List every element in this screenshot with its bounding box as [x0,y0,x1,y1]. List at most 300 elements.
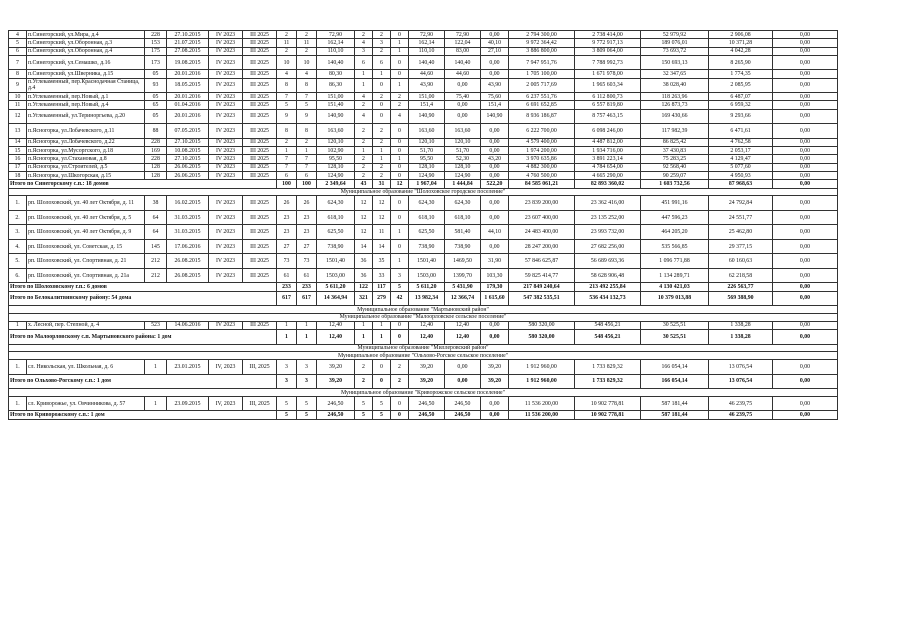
table-cell: 10 [277,55,297,70]
table-cell: 10 371,28 [709,39,773,47]
table-cell: 124,90 [445,171,481,179]
table-cell: 0,00 [773,39,838,47]
table-cell: 4 [9,31,27,39]
table-cell: 05 [145,70,167,78]
table-cell: 31.03.2015 [167,225,209,240]
table-row [9,196,838,211]
table-cell: 2 [355,163,373,171]
total-cell: 617 [277,291,297,306]
address-cell: п.Ясногорка, ул.Лобачевского, д.11 [27,124,145,139]
table-cell: 1 096 771,88 [641,254,709,269]
total-cell: 233 [297,283,317,291]
total-cell: 548 456,21 [575,330,641,345]
table-cell: 4 665 290,00 [575,171,641,179]
table-cell: 27 [277,239,297,254]
table-cell: 2 085,95 [709,78,773,93]
table-cell: 11 [373,225,391,240]
address-cell: п.Ясногорка, ул.Стахановая, д.8 [27,155,145,163]
table-cell: 4 [297,70,317,78]
table-cell: 8 [297,78,317,93]
table-cell: 52,30 [445,155,481,163]
total-cell: 5 [297,411,317,419]
table-cell: III 2025 [243,147,277,155]
table-cell: 1 134 289,71 [641,268,709,283]
table-cell: 464 205,20 [641,225,709,240]
table-cell: 5 077,60 [709,163,773,171]
total-cell: 84 585 061,21 [509,180,575,188]
table-cell: 6 487,07 [709,93,773,101]
table-cell: 23 [297,225,317,240]
table-cell: 58 628 906,48 [575,268,641,283]
table-cell: 2 [355,360,373,375]
total-cell: 13 076,54 [709,374,773,389]
table-cell: 07.05.2015 [167,124,209,139]
table-row [9,78,838,93]
table-cell: 13 [9,124,27,139]
table-cell: 90 259,07 [641,171,709,179]
table-cell: 51,70 [445,147,481,155]
table-row [9,147,838,155]
table-cell: 11 [297,39,317,47]
table-cell: 0,00 [481,70,509,78]
table-cell: 44,60 [409,70,445,78]
table-cell: 27,10 [481,47,509,55]
table-cell: IV 2023 [209,321,243,329]
table-cell: 86,30 [317,78,355,93]
total-cell: 31 [373,180,391,188]
table-cell: IV 2023 [209,70,243,78]
table-cell: 4 129,47 [709,155,773,163]
table-cell: 173 [145,55,167,70]
table-cell: 246,50 [317,396,355,411]
table-row [9,55,838,70]
total-row [9,180,838,188]
table-cell: 2 [391,360,409,375]
table-cell: 0,00 [481,163,509,171]
table-cell: 1503,00 [317,268,355,283]
table-cell: 9 [9,78,27,93]
table-cell: III 2025 [243,39,277,47]
table-cell: IV 2023 [209,254,243,269]
table-cell: 05 [145,93,167,101]
table-cell: 2 [277,138,297,146]
table-cell: 62 218,58 [709,268,773,283]
table-cell: 2 906,08 [709,31,773,39]
table-cell: 117 982,39 [641,124,709,139]
table-cell: 24 792,84 [709,196,773,211]
table-cell: 7 788 992,73 [575,55,641,70]
table-cell: 2 [373,47,391,55]
table-body [9,31,838,420]
table-cell: 0 [391,70,409,78]
table-cell: 0,00 [773,360,838,375]
table-cell: 151,00 [409,93,445,101]
table-cell: 0,00 [773,196,838,211]
total-cell: 2 [355,374,373,389]
table-cell: 447 596,23 [641,210,709,225]
table-cell: 150 693,13 [641,55,709,70]
table-cell: 151,4 [409,101,445,109]
table-cell: 0,00 [481,31,509,39]
table-cell: IV 2023 [209,171,243,179]
table-cell: 246,50 [445,396,481,411]
address-cell: п.Синегорский, ул.Оборонная, д.4 [27,47,145,55]
total-cell: 87 968,63 [709,180,773,188]
table-cell: 0 [391,31,409,39]
table-cell: 3 [373,39,391,47]
table-cell: III 2025 [243,155,277,163]
table-cell: 5. [9,254,27,269]
total-cell: 1 444,84 [445,180,481,188]
table-cell: 189 076,01 [641,39,709,47]
table-cell: 1 [355,321,373,329]
table-cell: 3 891 223,14 [575,155,641,163]
table-cell: 175 [145,47,167,55]
table-cell: IV 2023 [209,147,243,155]
table-cell: 0 [391,55,409,70]
table-cell: III 2025 [243,254,277,269]
total-cell: 5 [391,283,409,291]
table-cell: 2 [355,138,373,146]
table-cell: III 2025 [243,196,277,211]
table-cell: 3 [391,268,409,283]
table-cell: 2. [9,210,27,225]
table-cell: 52 979,92 [641,31,709,39]
table-cell: 9 [297,109,317,124]
table-cell: III 2025 [243,239,277,254]
table-cell: 20.01.2016 [167,109,209,124]
table-cell: 23 839 200,00 [509,196,575,211]
table-cell: 7 [277,163,297,171]
table-cell: 6 [297,171,317,179]
table-cell: 2 [355,171,373,179]
table-cell: 2 [355,124,373,139]
table-cell: 124,90 [317,171,355,179]
address-cell: п.Синегорский, ул.Мира, д.4 [27,31,145,39]
table-cell: 4 042,28 [709,47,773,55]
total-cell: 0,00 [481,411,509,419]
table-cell: 73 [297,254,317,269]
total-cell: 321 [355,291,373,306]
table-cell: 0,00 [445,101,481,109]
table-cell: 60 160,63 [709,254,773,269]
table-cell: 35 [373,254,391,269]
table-cell: 3 [277,360,297,375]
table-cell: 8 [297,124,317,139]
table-cell: 1 [391,225,409,240]
table-cell: 128 [145,163,167,171]
table-cell: 0,00 [773,163,838,171]
table-cell: 12 [9,109,27,124]
table-cell: 4 579 400,00 [509,138,575,146]
table-cell: 2 [297,138,317,146]
table-cell: 95,50 [317,155,355,163]
table-cell: 0 [391,147,409,155]
table-cell: III 2025 [243,268,277,283]
table-cell: 0,00 [773,225,838,240]
table-cell: 1501,40 [317,254,355,269]
table-row [9,396,838,411]
table-cell: 140,40 [317,55,355,70]
table-cell: 7 [297,155,317,163]
table-cell: 2 [355,101,373,109]
table-cell: 581,40 [445,225,481,240]
table-cell: 12 [355,210,373,225]
address-cell: рп. Шолоховский, ул. 40 лет Октября, д. 5 [27,210,145,225]
table-cell: IV 2023 [209,55,243,70]
table-cell: 64 [145,225,167,240]
table-cell: 120,10 [409,138,445,146]
total-cell: 217 849 240,64 [509,283,575,291]
total-cell: 3 [277,374,297,389]
table-row [9,124,838,139]
table-cell: 3 809 064,00 [575,47,641,55]
table-cell: 0,00 [481,239,509,254]
table-cell: 88 [145,124,167,139]
table-cell: III 2025 [243,124,277,139]
table-cell: 2 [373,124,391,139]
total-cell: 536 434 132,73 [575,291,641,306]
table-cell: 23 993 732,00 [575,225,641,240]
total-cell: 166 054,14 [641,374,709,389]
table-cell: 587 181,44 [641,396,709,411]
table-cell: 26 [277,196,297,211]
table-cell: 2 [373,138,391,146]
table-cell: 102,90 [317,147,355,155]
table-cell: 6. [9,268,27,283]
table-cell: 535 566,85 [641,239,709,254]
table-cell: 140,90 [409,109,445,124]
table-cell: 1 [373,147,391,155]
table-cell: 93 [145,78,167,93]
table-cell: 72,90 [445,31,481,39]
total-cell: 246,50 [409,411,445,419]
table-cell: 1 [373,321,391,329]
total-cell: 226 563,77 [709,283,773,291]
table-cell: 0,00 [481,147,509,155]
total-cell: 179,30 [481,283,509,291]
table-cell: 95,50 [409,155,445,163]
table-cell: 3 [355,47,373,55]
table-cell: 5 [355,396,373,411]
table-cell: 23.09.2015 [167,396,209,411]
table-cell: 13 076,54 [709,360,773,375]
table-cell: 2 [391,101,409,109]
table-cell: 2 738 414,00 [575,31,641,39]
table-cell: 0,00 [445,360,481,375]
table-cell: 166 054,14 [641,360,709,375]
table-cell: 1 [145,360,167,375]
total-row [9,291,838,306]
table-cell: 6 [277,171,297,179]
table-cell: 1 [355,78,373,93]
table-cell: 0 [373,109,391,124]
table-cell: 1 774,35 [709,70,773,78]
table-cell: 0,00 [481,196,509,211]
table-cell: 3 [297,360,317,375]
address-cell: х. Лесной, пер. Степной, д. 4 [27,321,145,329]
table-cell: 72,90 [317,31,355,39]
table-cell: 14 [373,239,391,254]
table-cell: 1 [391,39,409,47]
table-cell: 38 028,40 [641,78,709,93]
total-cell: 0,00 [481,330,509,345]
table-cell: 1 [355,147,373,155]
total-cell: 12 366,74 [445,291,481,306]
table-cell: 0,00 [481,396,509,411]
table-row [9,360,838,375]
table-cell: 2 [373,31,391,39]
table-cell: 1501,40 [409,254,445,269]
table-cell: 2 [391,93,409,101]
table-cell: 2 [373,171,391,179]
table-cell: 0 [391,210,409,225]
total-cell: 522,20 [481,180,509,188]
address-cell: рп. Шолоховский, ул. 40 лет Октября, д. 9 [27,225,145,240]
table-cell: 1 974 200,00 [509,147,575,155]
table-cell: 43,90 [481,78,509,93]
table-cell: IV 2023 [209,163,243,171]
table-cell: 59 825 414,77 [509,268,575,283]
table-cell: 12 [373,210,391,225]
table-cell: III 2025 [243,225,277,240]
table-cell: 20.01.2016 [167,70,209,78]
table-cell: 163,60 [445,124,481,139]
table-cell: 0 [391,239,409,254]
table-cell: 162,14 [409,39,445,47]
table-row [9,210,838,225]
table-cell: 1 [277,147,297,155]
table-cell: 27 682 256,00 [575,239,641,254]
table-cell: 14.06.2016 [167,321,209,329]
table-cell: 12,40 [409,321,445,329]
table-row [9,109,838,124]
table-cell: 4 [277,70,297,78]
table-cell: IV 2023 [209,155,243,163]
address-cell: п.Ясногорка, ул.Лобачевского, д.22 [27,138,145,146]
table-cell: 23 [297,210,317,225]
resettlement-housing-table [8,30,838,420]
table-cell: 20.01.2016 [167,93,209,101]
table-cell: III 2025 [243,210,277,225]
table-cell: 1 [391,155,409,163]
total-cell: 0 [373,374,391,389]
table-row [9,155,838,163]
table-cell: 56 689 693,36 [575,254,641,269]
table-cell: 0 [391,196,409,211]
table-cell: 0,00 [773,321,838,329]
table-cell: 30 525,51 [641,321,709,329]
table-cell: III 2025 [243,93,277,101]
table-cell: IV 2023 [209,31,243,39]
table-cell: III 2025 [243,163,277,171]
section-heading: Муниципальное образование "Мартыновский район" [9,306,838,314]
total-cell: 1 [355,330,373,345]
table-cell: IV 2023 [209,39,243,47]
table-cell: 162,14 [317,39,355,47]
table-cell: 0,00 [773,171,838,179]
total-cell: 0,00 [773,283,838,291]
address-cell: п.Углекаменный, ул.Териноргьева, д.20 [27,109,145,124]
table-cell: 4 [355,39,373,47]
table-cell: 6 [355,55,373,70]
table-cell: 246,50 [409,396,445,411]
total-cell: 0 [391,411,409,419]
table-cell: IV 2023 [209,101,243,109]
total-cell: 547 382 535,51 [509,291,575,306]
table-cell: 6 959,32 [709,101,773,109]
table-cell: 2 794 300,00 [509,31,575,39]
table-cell: 451 991,16 [641,196,709,211]
table-cell: 4 784 654,00 [575,163,641,171]
table-cell: 103,30 [481,268,509,283]
table-cell: 1. [9,196,27,211]
total-label: Итого по Ольхово-Рогскому с.п.: 1 дом [9,374,277,389]
table-cell: 2 [277,47,297,55]
total-cell: 5 611,20 [409,283,445,291]
total-cell: 4 130 421,03 [641,283,709,291]
table-cell: 0,00 [773,124,838,139]
total-cell: 5 [355,411,373,419]
total-cell: 617 [297,291,317,306]
table-cell: III 2025 [243,171,277,179]
total-cell: 12,40 [317,330,355,345]
table-cell: 0,00 [773,109,838,124]
table-cell: 5 [297,396,317,411]
table-cell: 1 [391,254,409,269]
table-cell: 738,90 [445,239,481,254]
table-cell: IV 2023 [209,124,243,139]
table-cell: 8 936 186,87 [509,109,575,124]
table-cell: 15 [9,147,27,155]
table-cell: 43,90 [409,78,445,93]
table-cell: III 2025 [243,31,277,39]
address-cell: п.Ясногорка, ул.Строителей, д.5 [27,163,145,171]
table-cell: 21.07.2015 [167,39,209,47]
total-cell: 39,20 [481,374,509,389]
table-cell: 228 [145,31,167,39]
table-cell: 4. [9,239,27,254]
table-cell: 10 902 778,81 [575,396,641,411]
table-cell: 169 [145,147,167,155]
total-cell: 100 [277,180,297,188]
address-cell: п.Углекаменный, пер.Новый, д.1 [27,93,145,101]
section-heading: Муниципальное образование "Криворожское сельское поселение" [9,389,838,397]
total-cell: 1 733 829,32 [575,374,641,389]
table-row [9,47,838,55]
table-row [9,239,838,254]
table-cell: 51,70 [409,147,445,155]
table-cell: 0,00 [445,78,481,93]
table-cell: 0,00 [773,239,838,254]
table-cell: 212 [145,268,167,283]
table-cell: 140,90 [317,109,355,124]
total-cell: 213 492 255,84 [575,283,641,291]
table-cell: 151,00 [317,93,355,101]
table-cell: 29 377,15 [709,239,773,254]
section-heading-row [9,306,838,314]
total-cell: 46 239,75 [709,411,773,419]
table-cell: 4 760 500,00 [509,171,575,179]
total-cell: 1 [297,330,317,345]
total-cell: 0,00 [773,180,838,188]
table-cell: 9 972 364,42 [509,39,575,47]
table-cell: III 2025 [243,70,277,78]
table-cell: 37 430,83 [641,147,709,155]
table-cell: 9 772 917,13 [575,39,641,47]
total-cell: 82 893 360,02 [575,180,641,188]
table-cell: IV 2023 [209,239,243,254]
